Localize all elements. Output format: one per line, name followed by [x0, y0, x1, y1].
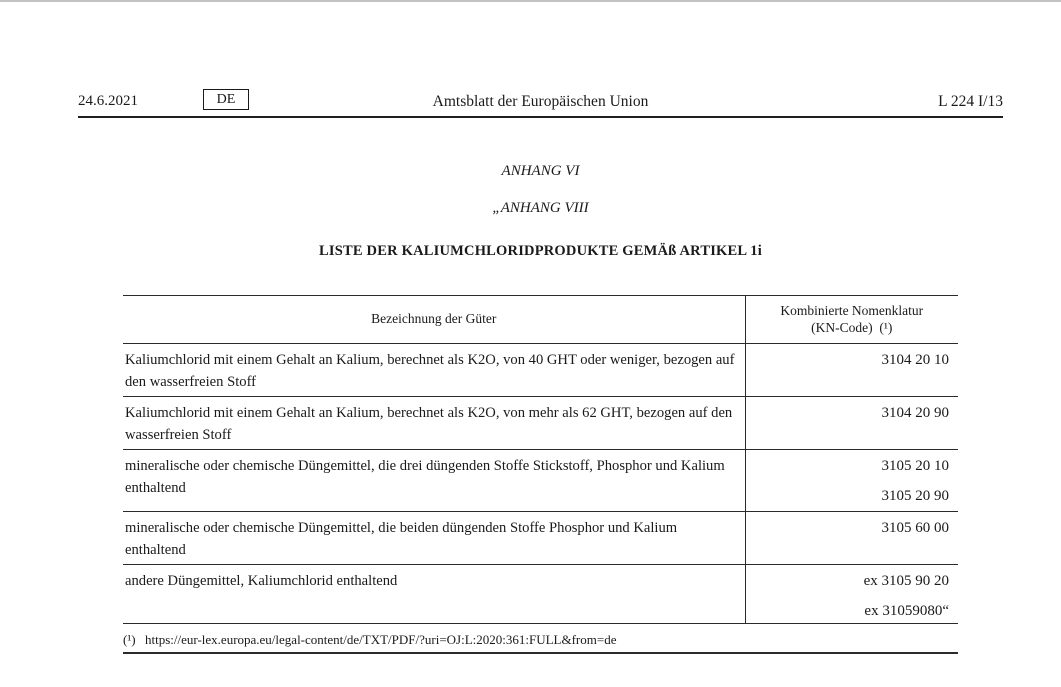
table-row — [123, 397, 958, 450]
footnote-url-link[interactable]: https://eur-lex.europa.eu/legal-content/de/TXT/PDF/?uri=OJ:L:2020:361:FULL&from=de — [145, 632, 617, 647]
products-table — [123, 295, 958, 624]
row-description: Kaliumchlorid mit einem Gehalt an Kalium, berechnet als K2O, von 40 GHT oder weniger, bezogen auf den wasserfreien Stoff — [125, 352, 735, 390]
products-table-container — [123, 295, 958, 624]
row-description: mineralische oder chemische Düngemittel, die drei düngenden Stoffe Stickstoff, Phosphor und Kalium enthaltend — [125, 458, 725, 496]
footnote — [123, 632, 958, 648]
row-description: Kaliumchlorid mit einem Gehalt an Kalium, berechnet als K2O, von mehr als 62 GHT, bezogen auf den wasserfreien Stoff — [125, 405, 733, 443]
column-header-code-line1: Kombinierte Nomenklatur — [780, 303, 924, 318]
page-number: L 224 I/13 — [938, 93, 1003, 110]
kn-code: 3104 20 10 — [881, 352, 949, 368]
kn-code: ex 31059080“ — [864, 603, 949, 619]
page-top-edge — [0, 0, 1061, 2]
kn-code: ex 3105 90 20 — [863, 573, 949, 589]
document-header — [78, 88, 1003, 114]
annex-quote-heading: „ANHANG VIII — [492, 200, 589, 216]
publication-date: 24.6.2021 — [78, 93, 138, 109]
column-header-code-line2: (KN-Code) (¹) — [811, 319, 893, 335]
kn-code: 3105 20 10 — [881, 458, 949, 474]
kn-code: 3105 20 90 — [881, 488, 949, 504]
row-codes — [745, 512, 958, 565]
kn-code: 3104 20 90 — [881, 405, 949, 421]
footnote-divider — [123, 652, 958, 654]
header-divider — [78, 116, 1003, 118]
row-codes — [745, 344, 958, 397]
row-codes — [745, 565, 958, 624]
row-description: mineralische oder chemische Düngemittel, die beiden düngenden Stoffe Phosphor und Kalium enthaltend — [125, 520, 678, 558]
annex-heading: ANHANG VI — [501, 163, 580, 179]
column-header-description: Bezeichnung der Güter — [371, 311, 497, 327]
table-row — [123, 565, 958, 624]
language-badge: DE — [203, 89, 249, 110]
table-row — [123, 512, 958, 565]
table-row — [123, 344, 958, 397]
column-header-code — [745, 296, 958, 344]
kn-code: 3105 60 00 — [881, 520, 949, 536]
list-title: LISTE DER KALIUMCHLORIDPRODUKTE GEMÄß ARTIKEL 1i — [319, 243, 762, 259]
table-row — [123, 450, 958, 512]
footnote-marker: (¹) — [123, 632, 136, 647]
row-codes — [745, 450, 958, 512]
table-header-row — [123, 296, 958, 344]
journal-title: Amtsblatt der Europäischen Union — [432, 93, 649, 110]
row-description: andere Düngemittel, Kaliumchlorid enthaltend — [125, 573, 398, 589]
row-codes — [745, 397, 958, 450]
